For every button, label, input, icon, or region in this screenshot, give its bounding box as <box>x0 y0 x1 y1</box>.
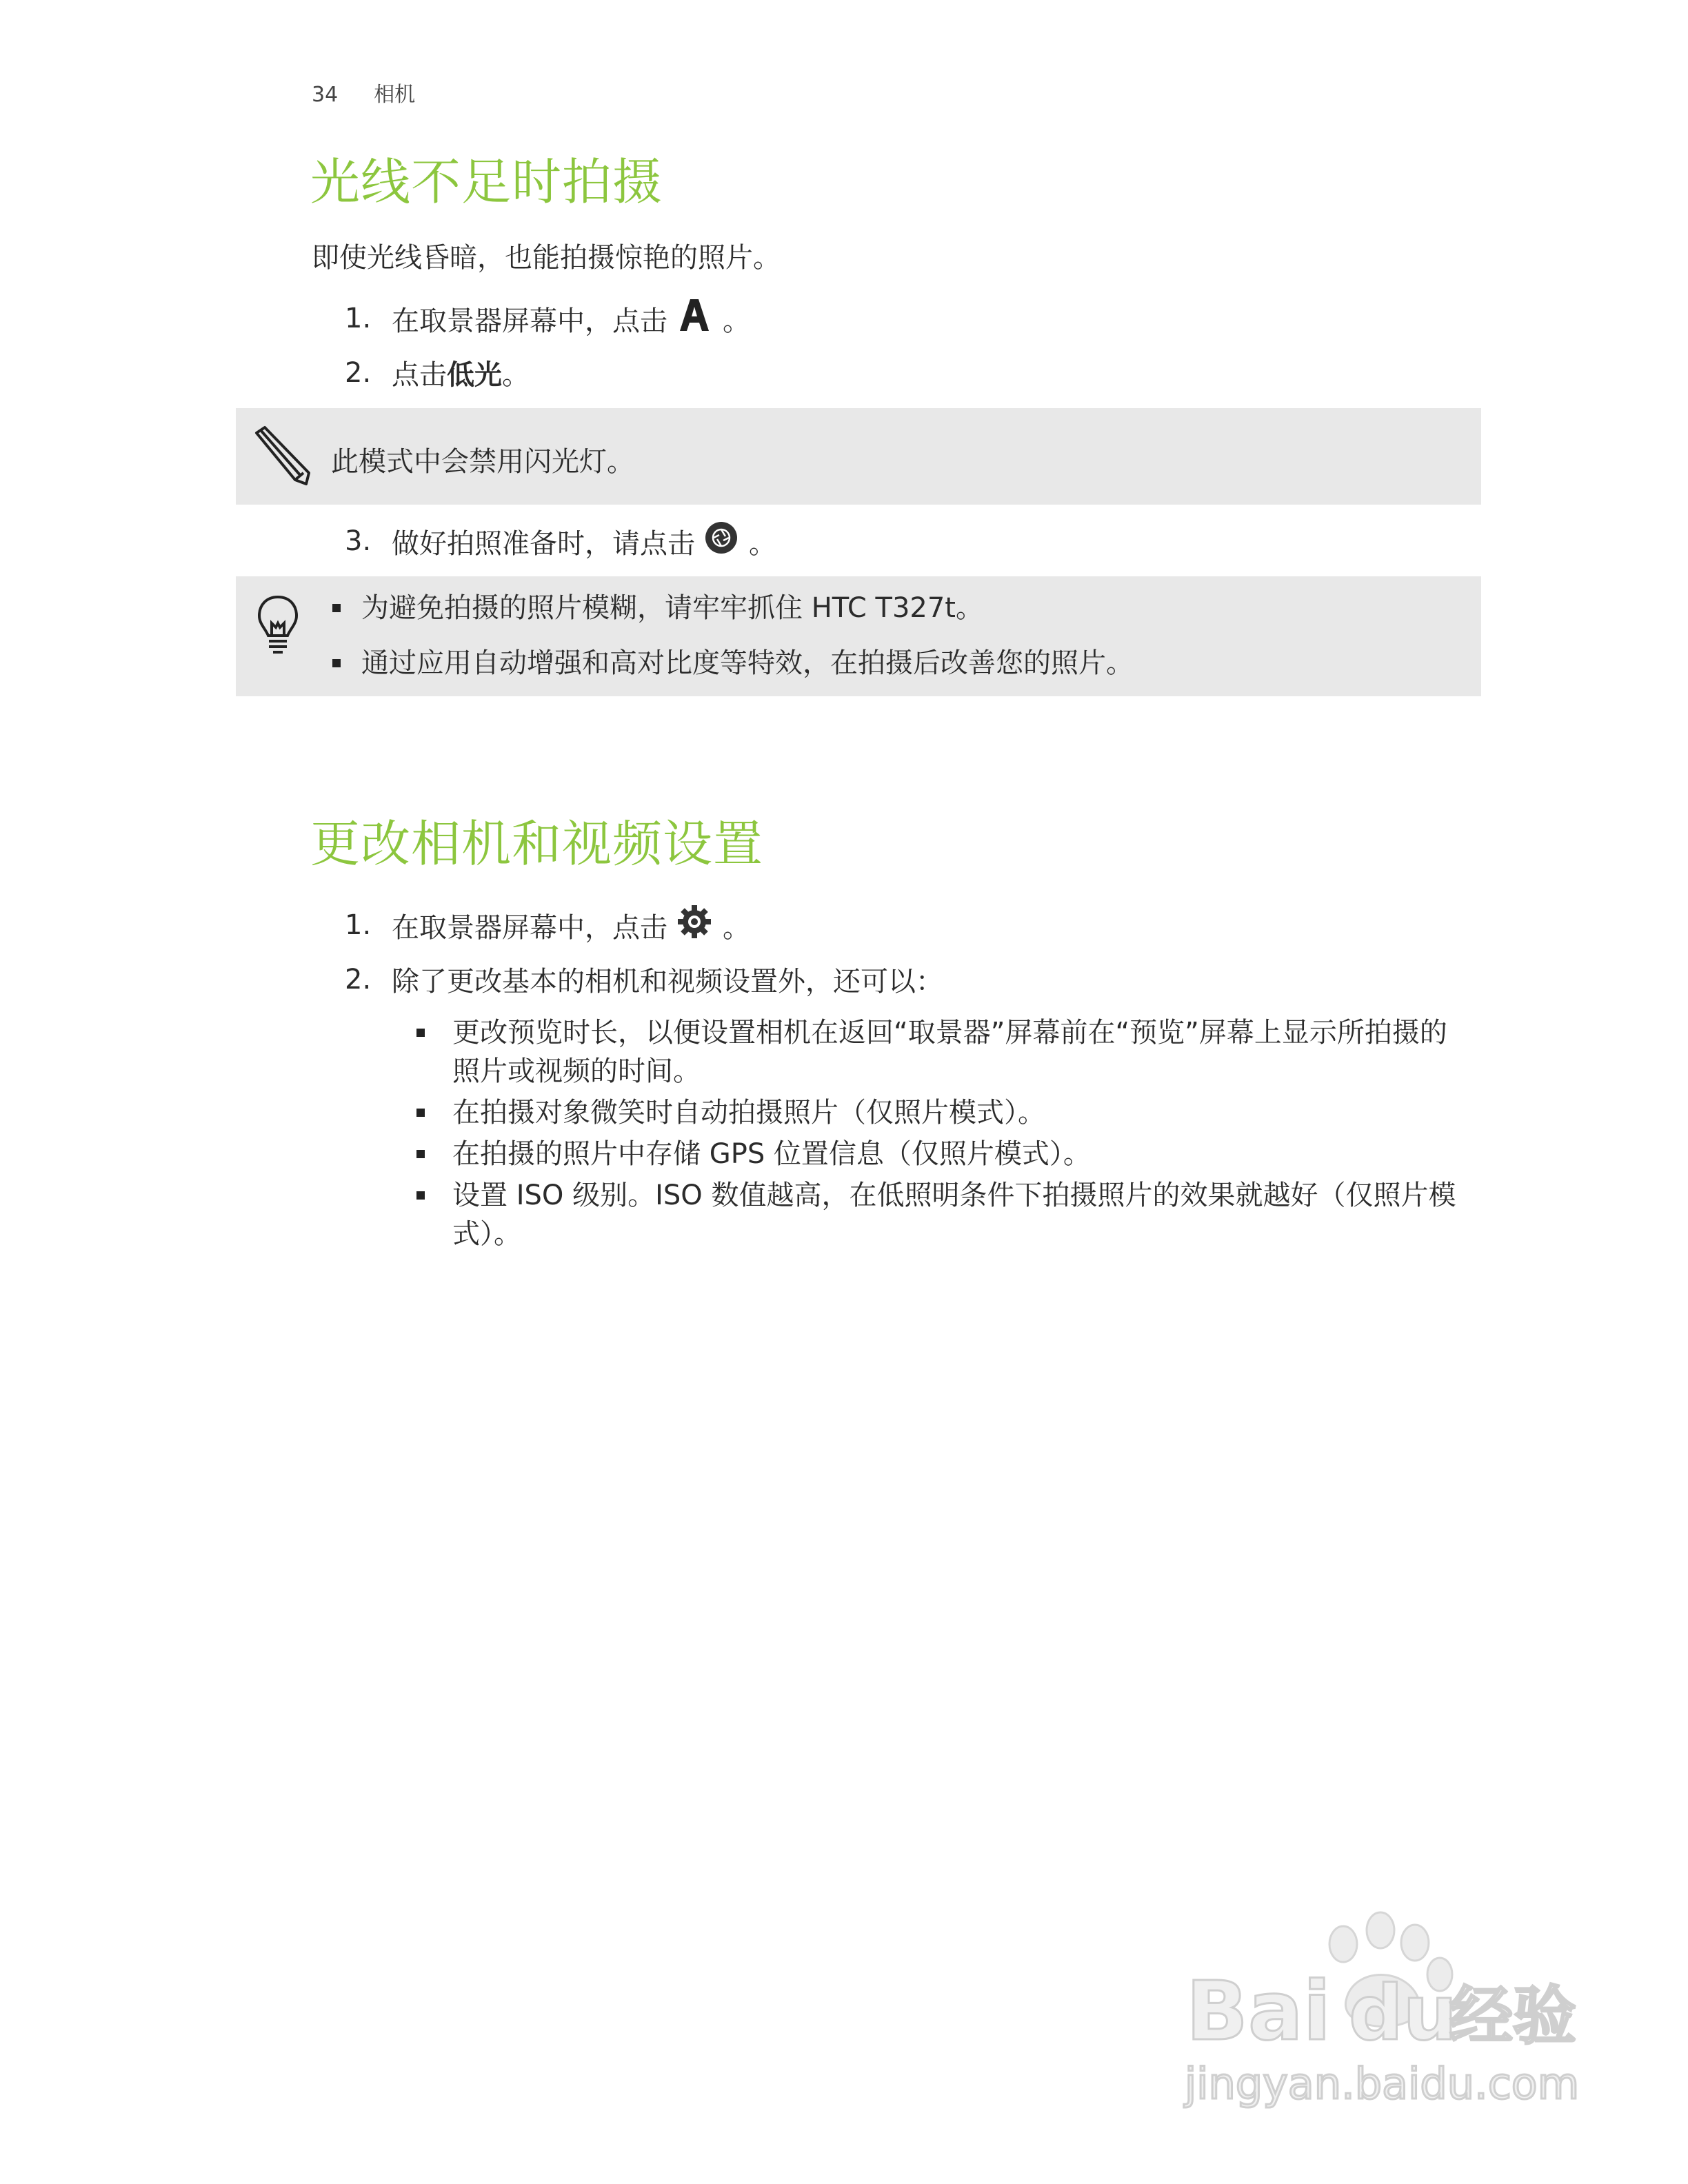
baidu-jingyan-watermark <box>1180 1911 1580 2111</box>
step-1-low-light <box>345 298 750 339</box>
svg-text:Bai: Bai <box>1186 1963 1332 2059</box>
scene-auto-icon[interactable] <box>677 298 712 339</box>
svg-text:du: du <box>1349 1969 1458 2057</box>
step-number: 2. <box>345 356 372 389</box>
shutter-icon[interactable] <box>705 521 738 561</box>
step-text: 在取景器屏幕中，点击 <box>392 305 667 337</box>
step-end: 。 <box>723 911 750 944</box>
step-end: 。 <box>749 527 776 560</box>
step-text: 除了更改基本的相机和视频设置外，还可以： <box>392 966 943 998</box>
tip-item: 通过应用自动增强和高对比度等特效，在拍摄后改善您的照片。 <box>332 647 1134 702</box>
note-text: 此模式中会禁用闪光灯。 <box>331 446 634 478</box>
step-3-low-light <box>345 521 776 561</box>
running-header <box>312 77 415 108</box>
tip-list <box>332 592 1134 702</box>
list-item: 在拍摄的照片中存储 GPS 位置信息（仅照片模式）。 <box>414 1135 1462 1173</box>
tip-item: 为避免拍摄的照片模糊，请牢牢抓住 HTC T327t。 <box>332 592 1134 647</box>
lightbulb-icon <box>255 593 301 662</box>
list-item: 在拍摄对象微笑时自动拍摄照片（仅照片模式）。 <box>414 1093 1462 1132</box>
list-item: 更改预览时长，以便设置相机在返回“取景器”屏幕前在“预览”屏幕上显示所拍摄的照片或视频的时间。 <box>414 1013 1462 1091</box>
step-text: 做好拍照准备时，请点击 <box>392 527 695 560</box>
step-number: 2. <box>345 963 372 995</box>
page-number: 34 <box>312 83 339 107</box>
step-number: 3. <box>345 525 372 557</box>
low-light-option: 低光 <box>447 359 502 391</box>
gear-icon[interactable] <box>677 904 712 946</box>
step-end: 。 <box>502 359 530 391</box>
step-1-settings <box>345 904 750 946</box>
svg-text:jingyan.baidu.com: jingyan.baidu.com <box>1185 2059 1580 2109</box>
tip-box <box>236 576 1481 696</box>
note-box <box>236 408 1481 505</box>
section-intro: 即使光线昏暗，也能拍摄惊艳的照片。 <box>312 242 781 274</box>
list-item: 设置 ISO 级别。ISO 数值越高，在低照明条件下拍摄照片的效果就越好（仅照片模式）。 <box>414 1176 1462 1253</box>
step-number: 1. <box>345 303 372 334</box>
step-number: 1. <box>345 909 372 941</box>
step-end: 。 <box>723 305 750 337</box>
svg-text:经验: 经验 <box>1449 1979 1577 2053</box>
step-2-settings <box>345 960 943 999</box>
step-text: 点击 <box>392 359 447 391</box>
step-text: 在取景器屏幕中，点击 <box>392 911 667 944</box>
section-title-low-light: 光线不足时拍摄 <box>310 153 663 211</box>
pencil-icon <box>251 425 313 489</box>
section-title-settings: 更改相机和视频设置 <box>310 815 764 873</box>
step-2-low-light <box>345 353 530 392</box>
chapter-name: 相机 <box>374 83 416 107</box>
settings-options-list <box>414 1013 1462 1256</box>
